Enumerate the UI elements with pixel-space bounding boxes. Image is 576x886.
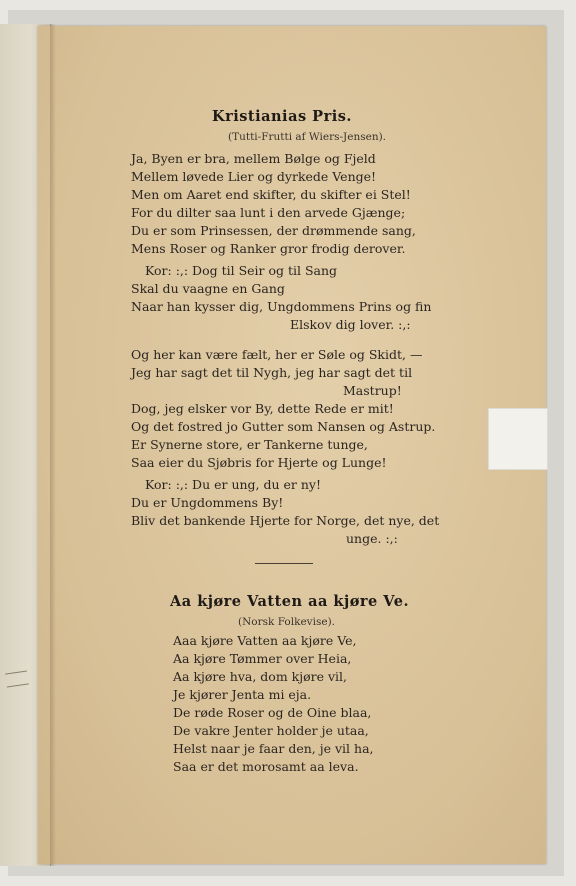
section-divider: [255, 563, 313, 564]
song1-chorus2-line: Du er Ungdommens By!: [131, 495, 284, 510]
song2-title: Aa kjøre Vatten aa kjøre Ve.: [170, 593, 410, 610]
song1-verse2-line: Er Synerne store, er Tankerne tunge,: [131, 437, 368, 452]
song1-title: Kristianias Pris.: [212, 108, 352, 125]
song1-verse1-line: Ja, Byen er bra, mellem Bølge og Fjeld: [131, 151, 376, 166]
song1-chorus2-line: Kor: :,: Du er ung, du er ny!: [145, 477, 322, 492]
song1-verse2-line: Og det fostred jo Gutter som Nansen og Astrup.: [131, 419, 436, 434]
song1-verse2-line: Dog, jeg elsker vor By, dette Rede er mit!: [131, 401, 394, 416]
song1-chorus2-continuation: unge. :,:: [346, 531, 398, 546]
song1-verse1-line: Men om Aaret end skifter, du skifter ei Stel!: [131, 187, 411, 202]
song1-verse2-line: Jeg har sagt det til Nygh, jeg har sagt det til: [131, 365, 413, 380]
song2-verse-line: Je kjører Jenta mi eja.: [173, 687, 312, 702]
song1-chorus1-line: Kor: :,: Dog til Seir og til Sang: [145, 263, 338, 278]
song1-verse2-line: Saa eier du Sjøbris for Hjerte og Lunge!: [131, 455, 387, 470]
song2-verse-line: Helst naar je faar den, je vil ha,: [173, 741, 374, 756]
paper-tab: [488, 408, 548, 470]
song2-verse-line: Aaa kjøre Vatten aa kjøre Ve,: [173, 633, 357, 648]
song1-verse2-continuation: Mastrup!: [343, 383, 402, 398]
song1-verse1-line: Mens Roser og Ranker gror frodig derover.: [131, 241, 406, 256]
song2-verse-line: De røde Roser og de Oine blaa,: [173, 705, 372, 720]
song1-chorus2-line: Bliv det bankende Hjerte for Norge, det nye, det: [131, 513, 440, 528]
song1-chorus1-continuation: Elskov dig lover. :,:: [290, 317, 411, 332]
song2-verse-line: Aa kjøre hva, dom kjøre vil,: [173, 669, 347, 684]
song1-subtitle: (Tutti-Frutti af Wiers-Jensen).: [228, 131, 387, 143]
song1-verse1-line: Mellem løvede Lier og dyrkede Venge!: [131, 169, 377, 184]
spine-shadow: [50, 24, 56, 866]
song1-chorus1-line: Naar han kysser dig, Ungdommens Prins og fin: [131, 299, 432, 314]
song1-chorus1-line: Skal du vaagne en Gang: [131, 281, 285, 296]
song1-verse1-line: For du dilter saa lunt i den arvede Gjænge;: [131, 205, 406, 220]
song1-verse2-line: Og her kan være fælt, her er Søle og Skidt, —: [131, 347, 423, 362]
song2-verse-line: Saa er det morosamt aa leva.: [173, 759, 359, 774]
song2-subtitle: (Norsk Folkevise).: [238, 616, 336, 628]
song2-verse-line: Aa kjøre Tømmer over Heia,: [173, 651, 352, 666]
song1-verse1-line: Du er som Prinsessen, der drømmende sang,: [131, 223, 416, 238]
song2-verse-line: De vakre Jenter holder je utaa,: [173, 723, 369, 738]
